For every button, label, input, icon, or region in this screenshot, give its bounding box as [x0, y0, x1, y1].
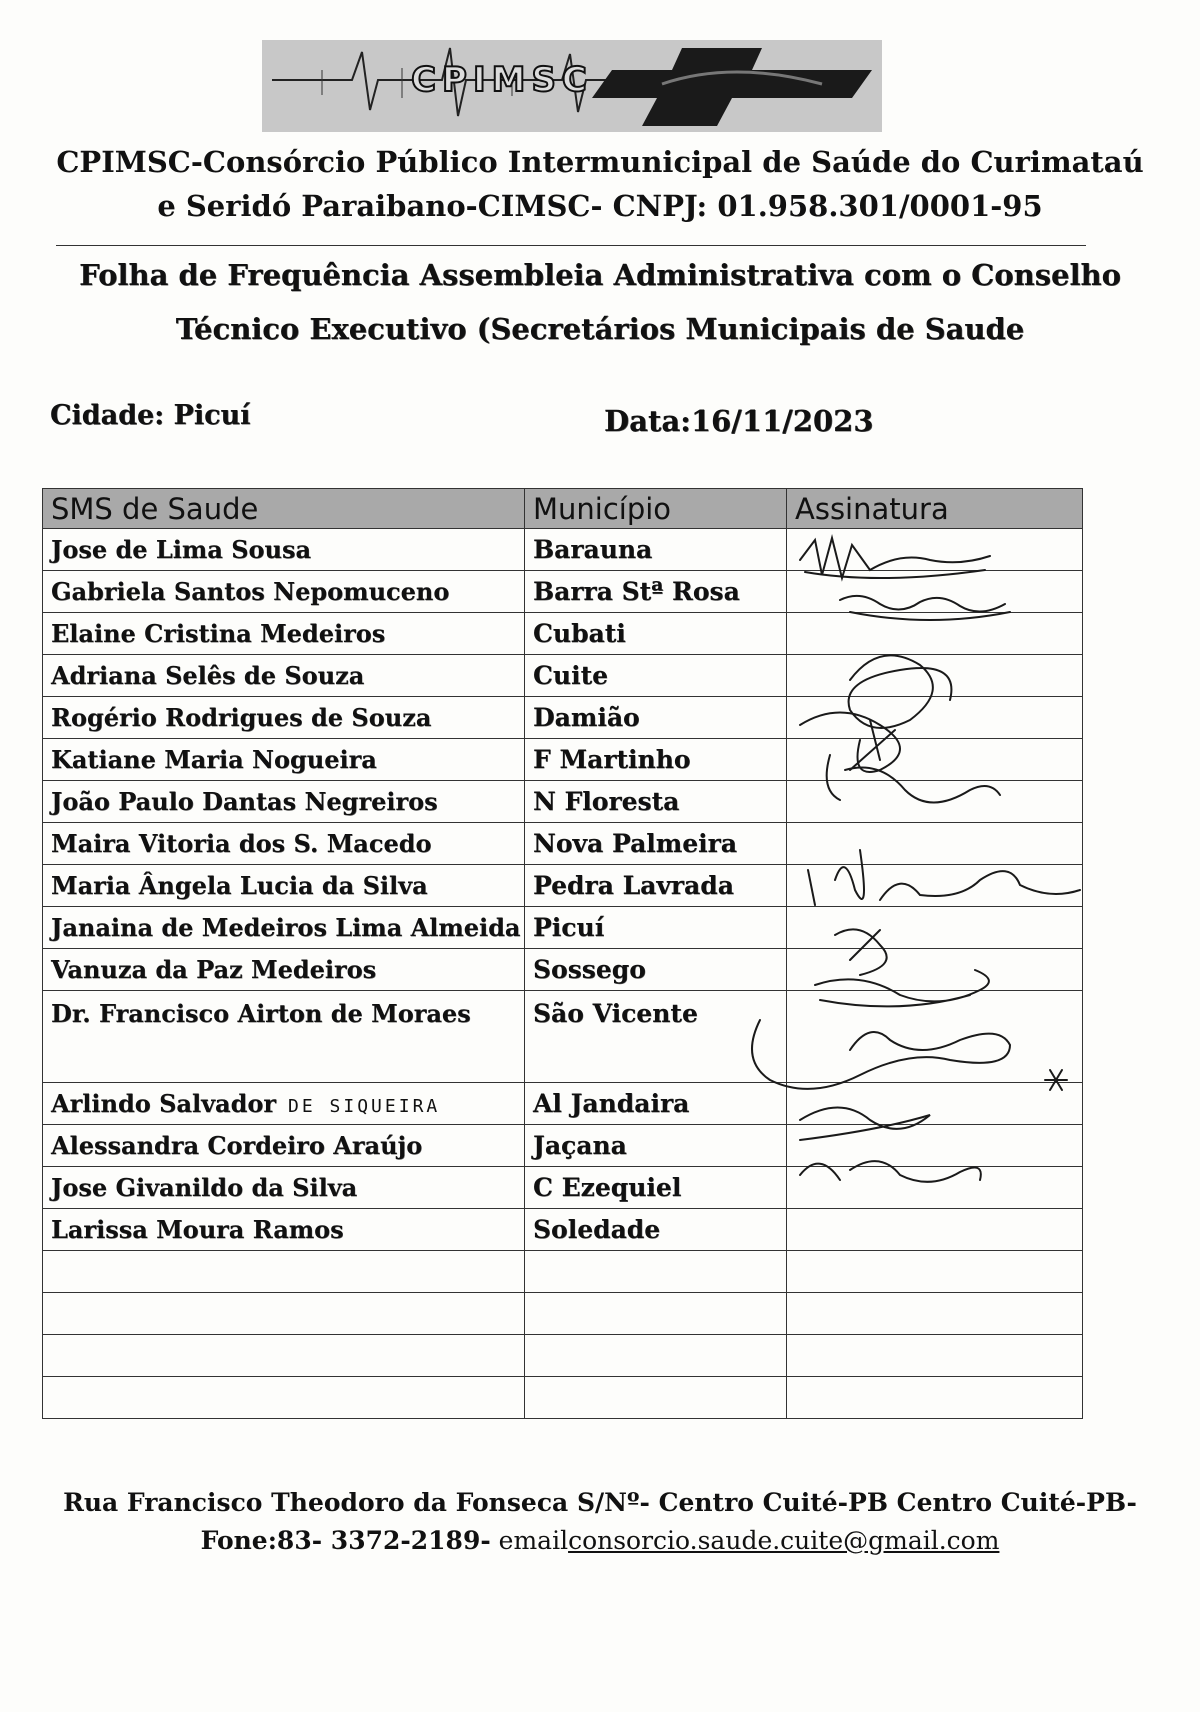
table-row: [43, 823, 1083, 865]
header-municipio: Município: [525, 489, 787, 529]
footer-contact: [40, 1522, 1160, 1560]
footer-phone: Fone:83- 3372-2189-: [200, 1526, 491, 1555]
table-row: [43, 865, 1083, 907]
signature-cell: [787, 697, 1083, 739]
signature-cell: [787, 739, 1083, 781]
name-cell: Jose Givanildo da Silva: [43, 1167, 525, 1209]
table-row: [43, 613, 1083, 655]
table-row: [43, 655, 1083, 697]
sheet-title-line-2: Técnico Executivo (Secretários Municipais de Saude: [175, 312, 1025, 346]
name-cell: João Paulo Dantas Negreiros: [43, 781, 525, 823]
table-row: [43, 1209, 1083, 1251]
table-row: [43, 1125, 1083, 1167]
municipio-cell: Picuí: [525, 907, 787, 949]
municipio-cell: Sossego: [525, 949, 787, 991]
municipio-cell: F Martinho: [525, 739, 787, 781]
name-cell: [43, 1083, 525, 1125]
name-cell: Janaina de Medeiros Lima Almeida: [43, 907, 525, 949]
municipio-cell: Cubati: [525, 613, 787, 655]
signature-cell: [787, 1167, 1083, 1209]
name-text: Arlindo Salvador: [51, 1089, 277, 1118]
municipio-cell: Barauna: [525, 529, 787, 571]
table-row: [43, 1167, 1083, 1209]
header-sms: SMS de Saude: [43, 489, 525, 529]
table-row: [43, 739, 1083, 781]
signature-cell: [787, 781, 1083, 823]
municipio-cell: Damião: [525, 697, 787, 739]
org-line-1: CPIMSC-Consórcio Público Intermunicipal de Saúde do Curimataú: [56, 145, 1144, 179]
municipio-cell: N Floresta: [525, 781, 787, 823]
signature-cell: [787, 613, 1083, 655]
empty-row: [43, 1293, 1083, 1335]
name-cell: Larissa Moura Ramos: [43, 1209, 525, 1251]
table-row: [43, 781, 1083, 823]
municipio-cell: C Ezequiel: [525, 1167, 787, 1209]
municipio-cell: Barra Stª Rosa: [525, 571, 787, 613]
date-label: Data:16/11/2023: [604, 404, 874, 438]
name-cell: Elaine Cristina Medeiros: [43, 613, 525, 655]
table-row: [43, 907, 1083, 949]
signature-cell: [787, 991, 1083, 1083]
signature-cell: [787, 655, 1083, 697]
footer-email-prefix: email: [490, 1526, 569, 1555]
name-cell: Adriana Selês de Souza: [43, 655, 525, 697]
table-header-row: [43, 489, 1083, 529]
name-cell: Katiane Maria Nogueira: [43, 739, 525, 781]
table-row: [43, 991, 1083, 1083]
municipio-cell: Al Jandaira: [525, 1083, 787, 1125]
attendance-table: [42, 488, 1083, 1419]
signature-cell: [787, 823, 1083, 865]
name-cell: Gabriela Santos Nepomuceno: [43, 571, 525, 613]
signature-cell: [787, 1083, 1083, 1125]
municipio-cell: Cuite: [525, 655, 787, 697]
signature-cell: [787, 865, 1083, 907]
footer-address: Rua Francisco Theodoro da Fonseca S/Nº- Centro Cuité-PB Centro Cuité-PB-: [63, 1488, 1137, 1517]
signature-cell: [787, 949, 1083, 991]
signature-cell: [787, 571, 1083, 613]
sheet-title: [40, 248, 1160, 356]
sheet-title-line-1: Folha de Frequência Assembleia Administrativa com o Conselho: [79, 258, 1121, 292]
table-row: [43, 697, 1083, 739]
header-assinatura: Assinatura: [787, 489, 1083, 529]
municipio-cell: São Vicente: [525, 991, 787, 1083]
table-row: [43, 529, 1083, 571]
empty-row: [43, 1251, 1083, 1293]
name-cell: Alessandra Cordeiro Araújo: [43, 1125, 525, 1167]
name-cell: Jose de Lima Sousa: [43, 529, 525, 571]
name-cell: Dr. Francisco Airton de Moraes: [43, 991, 525, 1083]
logo-wordmark: CPIMSC: [411, 60, 593, 100]
cpimsc-logo: [262, 40, 882, 132]
city-label: Cidade: Picuí: [50, 400, 251, 431]
footer-email: consorcio.saude.cuite@gmail.com: [568, 1526, 1000, 1555]
organization-title: [40, 140, 1160, 228]
signature-cell: [787, 1209, 1083, 1251]
municipio-cell: Soledade: [525, 1209, 787, 1251]
name-cell: Rogério Rodrigues de Souza: [43, 697, 525, 739]
name-cell: Vanuza da Paz Medeiros: [43, 949, 525, 991]
municipio-cell: Pedra Lavrada: [525, 865, 787, 907]
table-row: [43, 571, 1083, 613]
footer: [40, 1484, 1160, 1560]
signature-cell: [787, 529, 1083, 571]
header-divider: [56, 245, 1086, 246]
table-row: [43, 949, 1083, 991]
name-cell: Maria Ângela Lucia da Silva: [43, 865, 525, 907]
empty-row: [43, 1335, 1083, 1377]
signature-cell: [787, 1125, 1083, 1167]
municipio-cell: Jaçana: [525, 1125, 787, 1167]
empty-row: [43, 1377, 1083, 1419]
table-row: [43, 1083, 1083, 1125]
signature-cell: [787, 907, 1083, 949]
org-line-2: e Seridó Paraibano-CIMSC- CNPJ: 01.958.301/0001-95: [157, 189, 1043, 223]
name-cell: Maira Vitoria dos S. Macedo: [43, 823, 525, 865]
municipio-cell: Nova Palmeira: [525, 823, 787, 865]
handwritten-surname: DE SIQUEIRA: [288, 1096, 441, 1117]
